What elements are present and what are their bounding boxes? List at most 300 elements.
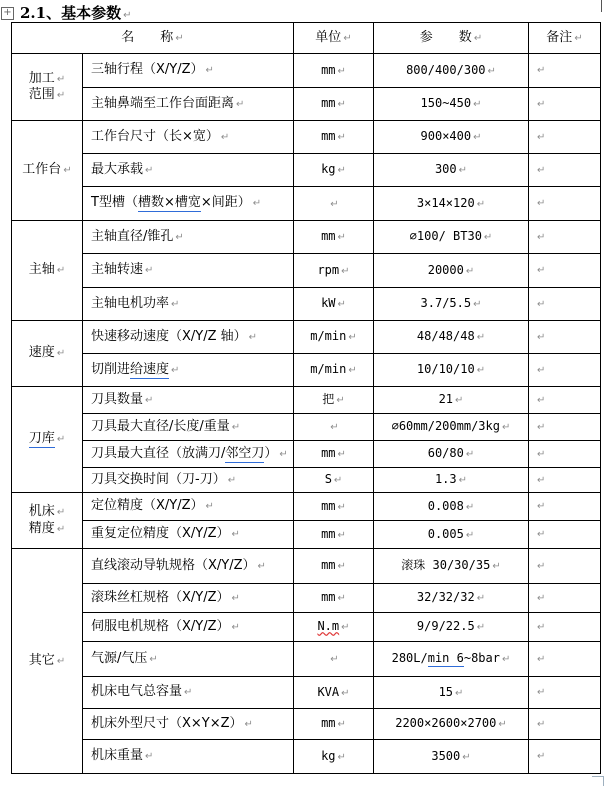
remark-cell[interactable] <box>529 441 601 468</box>
name-cell[interactable] <box>83 354 294 387</box>
param-cell[interactable] <box>374 88 529 121</box>
name-cell[interactable] <box>83 387 294 414</box>
paragraph-mark: ↵ <box>337 751 346 763</box>
paragraph-mark: ↵ <box>483 232 493 244</box>
unit-cell[interactable] <box>294 88 374 121</box>
paragraph-mark: ↵ <box>56 507 66 519</box>
param-cell[interactable] <box>374 54 529 88</box>
cell-text: 速度 <box>28 345 55 361</box>
section-title[interactable] <box>20 2 132 23</box>
table-row <box>12 677 601 709</box>
paragraph-mark: ↵ <box>498 719 507 731</box>
page-boundary-corner-mark <box>592 776 604 786</box>
group-cell[interactable] <box>12 54 83 121</box>
param-cell[interactable] <box>374 154 529 187</box>
group-label-line <box>12 262 82 278</box>
paragraph-mark: ↵ <box>337 529 346 541</box>
param-cell[interactable] <box>374 288 529 321</box>
remark-cell[interactable] <box>529 414 601 441</box>
cell-text: 刀具最大直径/长度/重量 <box>91 418 230 434</box>
name-cell[interactable] <box>83 321 294 354</box>
cell-text: 机床重量 <box>91 748 144 764</box>
cell-text: 气源/气压 <box>91 650 148 666</box>
remark-cell[interactable] <box>529 493 601 521</box>
section-title-text: 2.1、基本参数 <box>20 4 122 22</box>
cell-text: 主轴转速 <box>91 262 144 278</box>
paragraph-mark: ↵ <box>537 131 546 143</box>
unit-cell[interactable] <box>294 584 374 613</box>
paragraph-mark: ↵ <box>231 421 241 433</box>
header-name-cell[interactable] <box>12 23 294 54</box>
paragraph-mark: ↵ <box>476 332 486 344</box>
header-row <box>12 23 601 54</box>
remark-cell[interactable] <box>529 549 601 584</box>
name-cell[interactable] <box>83 468 294 493</box>
remark-cell[interactable] <box>529 154 601 187</box>
table-row <box>12 613 601 642</box>
param-cell[interactable] <box>374 642 529 677</box>
cell-text: 把 <box>322 392 335 407</box>
group-cell[interactable] <box>12 549 83 774</box>
cell-text: min 6 <box>427 651 464 666</box>
cell-text: kg <box>321 748 336 763</box>
cell-text: 伺服电机规格（X/Y/Z） <box>91 618 230 634</box>
name-cell[interactable] <box>83 187 294 221</box>
param-cell[interactable] <box>374 549 529 584</box>
paragraph-mark: ↵ <box>330 198 339 210</box>
group-label-line <box>12 71 82 87</box>
group-label-line <box>12 431 82 447</box>
name-cell[interactable] <box>83 677 294 709</box>
cell-text: N.m <box>317 619 340 634</box>
paragraph-mark: ↵ <box>63 165 72 177</box>
cell-text: ∅60mm/200mm/3kg <box>391 419 500 434</box>
table-row <box>12 468 601 493</box>
paragraph-mark: ↵ <box>476 593 486 605</box>
paragraph-mark: ↵ <box>145 394 154 406</box>
paragraph-mark: ↵ <box>248 331 258 343</box>
name-cell[interactable] <box>83 221 294 254</box>
paragraph-mark: ↵ <box>473 299 482 311</box>
cell-text: 参 数 <box>419 29 472 45</box>
paragraph-mark: ↵ <box>205 65 214 77</box>
cell-text: 9/9/22.5 <box>416 619 475 634</box>
cell-text: kg <box>321 162 336 177</box>
param-cell[interactable] <box>374 493 529 521</box>
paragraph-mark: ↵ <box>537 751 546 763</box>
param-cell[interactable] <box>374 521 529 549</box>
remark-cell[interactable] <box>529 387 601 414</box>
paragraph-mark: ↵ <box>56 655 66 667</box>
page-boundary-line <box>601 0 602 12</box>
paragraph-mark: ↵ <box>337 501 346 513</box>
paragraph-mark: ↵ <box>458 475 468 487</box>
cell-text: 刀具最大直径（放满刀/ <box>91 445 226 461</box>
cell-text: 0.008 <box>427 498 464 513</box>
remark-cell[interactable] <box>529 468 601 493</box>
cell-text: 主轴鼻端至工作台面距离 <box>91 95 235 111</box>
cell-text: ） <box>264 445 278 461</box>
param-cell[interactable] <box>374 740 529 774</box>
paragraph-mark: ↵ <box>175 32 184 44</box>
remark-cell[interactable] <box>529 221 601 254</box>
remark-cell[interactable] <box>529 584 601 613</box>
unit-cell[interactable] <box>294 521 374 549</box>
table-row <box>12 187 601 221</box>
cell-text: 定位精度（X/Y/Z） <box>91 498 204 514</box>
unit-cell[interactable] <box>294 54 374 88</box>
paragraph-mark: ↵ <box>348 365 357 377</box>
cell-text: 48/48/48 <box>416 329 475 344</box>
cell-text: 精度 <box>28 520 55 536</box>
paragraph-mark: ↵ <box>184 687 193 699</box>
unit-cell[interactable] <box>294 221 374 254</box>
cell-text: mm <box>321 716 336 731</box>
cell-text: mm <box>321 62 336 77</box>
cell-text: 300 <box>434 162 457 177</box>
name-cell[interactable] <box>83 584 294 613</box>
remark-cell[interactable] <box>529 54 601 88</box>
remark-cell[interactable] <box>529 321 601 354</box>
paragraph-mark: ↵ <box>537 560 546 572</box>
unit-cell[interactable] <box>294 187 374 221</box>
paragraph-mark: ↵ <box>236 98 245 110</box>
paragraph-mark: ↵ <box>175 231 184 243</box>
cell-text: 2200×2600×2700 <box>395 716 497 731</box>
cell-text: 刀具交换时间（刀-刀） <box>91 471 226 487</box>
table-row <box>12 387 601 414</box>
paragraph-mark: ↵ <box>231 529 240 541</box>
cell-text: rpm <box>317 262 340 277</box>
unit-cell[interactable] <box>294 121 374 154</box>
cell-text: 单位 <box>315 29 342 45</box>
unit-cell[interactable] <box>294 387 374 414</box>
table-row <box>12 441 601 468</box>
cell-text: 刀具数量 <box>91 391 144 407</box>
unit-cell[interactable] <box>294 468 374 493</box>
paragraph-mark: ↵ <box>537 529 546 541</box>
cell-text: m/min <box>310 362 347 377</box>
cell-text: 机床 <box>28 504 55 520</box>
paragraph-mark: ↵ <box>537 231 546 243</box>
param-cell[interactable] <box>374 414 529 441</box>
cell-text: 20000 <box>427 262 464 277</box>
remark-cell[interactable] <box>529 288 601 321</box>
name-cell[interactable] <box>83 88 294 121</box>
paragraph-mark: ↵ <box>171 364 180 376</box>
cell-text: 机床电气总容量 <box>91 684 183 700</box>
unit-cell[interactable] <box>294 254 374 288</box>
cell-text: 3500 <box>431 748 461 763</box>
paragraph-mark: ↵ <box>171 298 180 310</box>
param-cell[interactable] <box>374 387 529 414</box>
table-row <box>12 88 601 121</box>
name-cell[interactable] <box>83 414 294 441</box>
paragraph-mark: ↵ <box>337 99 346 111</box>
cell-text: kW <box>321 296 336 311</box>
table-row <box>12 154 601 187</box>
unit-cell[interactable] <box>294 642 374 677</box>
cell-text: 主轴电机功率 <box>91 295 170 311</box>
paragraph-mark: ↵ <box>227 474 237 486</box>
paragraph-mark: ↵ <box>56 348 66 360</box>
paragraph-mark: ↵ <box>56 434 66 446</box>
paragraph-mark: ↵ <box>473 99 482 111</box>
remark-cell[interactable] <box>529 88 601 121</box>
paragraph-mark: ↵ <box>537 265 546 277</box>
paragraph-mark: ↵ <box>465 449 475 461</box>
header-param-cell[interactable] <box>374 23 529 54</box>
group-cell[interactable] <box>12 121 83 221</box>
name-cell[interactable] <box>83 549 294 584</box>
paragraph-mark: ↵ <box>337 65 346 77</box>
cell-text: ×间距） <box>200 195 251 211</box>
cell-text: 滚珠 30/30/35 <box>401 558 491 573</box>
cell-text: mm <box>321 526 336 541</box>
paragraph-mark: ↵ <box>252 198 262 210</box>
paragraph-mark: ↵ <box>487 65 496 77</box>
param-cell[interactable] <box>374 613 529 642</box>
paragraph-mark: ↵ <box>537 364 546 376</box>
table-row <box>12 414 601 441</box>
paragraph-mark: ↵ <box>537 592 546 604</box>
paragraph-mark: ↵ <box>537 653 546 665</box>
cell-text: mm <box>321 229 336 244</box>
cell-text: 工作台 <box>22 162 62 178</box>
name-cell[interactable] <box>83 54 294 88</box>
param-cell[interactable] <box>374 468 529 493</box>
cell-text: 主轴直径/锥孔 <box>91 228 174 244</box>
remark-cell[interactable] <box>529 613 601 642</box>
group-label-line <box>12 504 82 520</box>
param-cell[interactable] <box>374 321 529 354</box>
group-label-line <box>12 87 82 103</box>
unit-cell[interactable] <box>294 154 374 187</box>
remark-cell[interactable] <box>529 354 601 387</box>
remark-cell[interactable] <box>529 642 601 677</box>
header-unit-cell[interactable] <box>294 23 374 54</box>
name-cell[interactable] <box>83 288 294 321</box>
cell-text: 刀库 <box>28 431 55 447</box>
paragraph-mark: ↵ <box>337 299 346 311</box>
paragraph-mark: ↵ <box>455 395 464 407</box>
cell-text: 快速移动速度（X/Y/Z 轴） <box>91 328 247 344</box>
remark-cell[interactable] <box>529 121 601 154</box>
group-cell[interactable] <box>12 321 83 387</box>
group-cell[interactable] <box>12 387 83 493</box>
param-cell[interactable] <box>374 187 529 221</box>
cell-text: 900×400 <box>420 129 472 144</box>
group-cell[interactable] <box>12 493 83 549</box>
unit-cell[interactable] <box>294 493 374 521</box>
paragraph-mark: ↵ <box>231 592 240 604</box>
table-row <box>12 121 601 154</box>
paragraph-mark: ↵ <box>537 331 546 343</box>
cell-text: S <box>324 472 332 487</box>
cell-text: 3×14×120 <box>416 195 475 210</box>
param-cell[interactable] <box>374 354 529 387</box>
paragraph-mark: ↵ <box>537 448 546 460</box>
cell-text: 280L/ <box>391 651 428 666</box>
paragraph-mark: ↵ <box>537 501 546 513</box>
cell-text: 名 称 <box>121 29 174 45</box>
name-cell[interactable] <box>83 493 294 521</box>
paragraph-mark: ↵ <box>476 622 486 634</box>
name-cell[interactable] <box>83 709 294 740</box>
cell-text: 150~450 <box>420 96 472 111</box>
cell-text: T型槽（ <box>91 195 138 211</box>
paragraph-mark: ↵ <box>220 131 230 143</box>
paragraph-mark: ↵ <box>257 560 266 572</box>
name-cell[interactable] <box>83 740 294 774</box>
cell-text: ∅100/ BT30 <box>409 229 482 244</box>
cell-text: 切削进 <box>91 361 131 377</box>
paragraph-mark: ↵ <box>341 687 350 699</box>
paragraph-mark: ↵ <box>343 32 352 44</box>
cell-text: 21 <box>438 392 454 407</box>
paragraph-mark: ↵ <box>337 132 346 144</box>
paragraph-mark: ↵ <box>56 523 66 535</box>
paragraph-mark: ↵ <box>537 421 546 433</box>
unit-cell[interactable] <box>294 549 374 584</box>
remark-cell[interactable] <box>529 709 601 740</box>
paragraph-mark: ↵ <box>145 164 154 176</box>
paragraph-mark: ↵ <box>333 475 343 487</box>
cell-text: ~8bar <box>463 651 500 666</box>
name-cell[interactable] <box>83 154 294 187</box>
paragraph-mark: ↵ <box>341 265 350 277</box>
paragraph-mark: ↵ <box>537 164 546 176</box>
paragraph-mark: ↵ <box>56 90 66 101</box>
paragraph-mark: ↵ <box>336 395 345 407</box>
paragraph-mark: ↵ <box>462 751 471 763</box>
table-move-handle-icon[interactable]: + <box>1 7 14 20</box>
param-cell[interactable] <box>374 441 529 468</box>
unit-cell[interactable] <box>294 321 374 354</box>
paragraph-mark: ↵ <box>149 653 158 665</box>
unit-cell[interactable] <box>294 677 374 709</box>
param-cell[interactable] <box>374 121 529 154</box>
cell-text: KVA <box>317 684 340 699</box>
cell-text: 800/400/300 <box>406 62 486 77</box>
name-cell[interactable] <box>83 613 294 642</box>
table-row <box>12 321 601 354</box>
param-cell[interactable] <box>374 677 529 709</box>
cell-text: mm <box>321 96 336 111</box>
header-remark-cell[interactable] <box>529 23 601 54</box>
paragraph-mark: ↵ <box>337 593 346 605</box>
paragraph-mark: ↵ <box>473 132 482 144</box>
unit-cell[interactable] <box>294 288 374 321</box>
unit-cell[interactable] <box>294 613 374 642</box>
paragraph-mark: ↵ <box>473 32 483 44</box>
paragraph-mark: ↵ <box>330 422 339 434</box>
cell-text: mm <box>321 498 336 513</box>
param-cell[interactable] <box>374 221 529 254</box>
paragraph-mark: ↵ <box>56 73 66 85</box>
cell-text: mm <box>321 558 336 573</box>
param-cell[interactable] <box>374 584 529 613</box>
cell-text: 三轴行程（X/Y/Z） <box>91 62 204 78</box>
table-row <box>12 254 601 288</box>
cell-text: 60/80 <box>427 446 464 461</box>
paragraph-mark: ↵ <box>501 654 511 666</box>
paragraph-mark: ↵ <box>337 449 346 461</box>
remark-cell[interactable] <box>529 254 601 288</box>
paragraph-mark: ↵ <box>205 501 214 513</box>
name-cell[interactable] <box>83 254 294 288</box>
paragraph-mark: ↵ <box>537 687 546 699</box>
param-cell[interactable] <box>374 254 529 288</box>
name-cell[interactable] <box>83 441 294 468</box>
cell-text: 32/32/32 <box>416 590 475 605</box>
group-cell[interactable] <box>12 221 83 321</box>
paragraph-mark: ↵ <box>279 448 288 460</box>
cell-text: 加工 <box>28 70 55 86</box>
name-cell[interactable] <box>83 521 294 549</box>
paragraph-mark: ↵ <box>56 265 66 277</box>
cell-text: 机床外型尺寸（X×Y×Z） <box>91 715 243 731</box>
paragraph-mark: ↵ <box>337 719 346 731</box>
parameters-table <box>11 22 601 774</box>
paragraph-mark: ↵ <box>465 265 475 277</box>
table-row <box>12 288 601 321</box>
remark-cell[interactable] <box>529 677 601 709</box>
table-row <box>12 709 601 740</box>
table-row <box>12 740 601 774</box>
cell-text: 给速度 <box>130 361 170 377</box>
paragraph-mark: ↵ <box>337 165 346 177</box>
cell-text: 15 <box>438 684 454 699</box>
group-label-line <box>12 653 82 669</box>
name-cell[interactable] <box>83 642 294 677</box>
remark-cell[interactable] <box>529 187 601 221</box>
group-label-line <box>12 162 82 178</box>
unit-cell[interactable] <box>294 354 374 387</box>
paragraph-mark: ↵ <box>337 561 346 573</box>
remark-cell[interactable] <box>529 740 601 774</box>
paragraph-mark: ↵ <box>465 529 475 541</box>
cell-text: 其它 <box>28 652 55 668</box>
cell-text: 0.005 <box>427 526 464 541</box>
paragraph-mark: ↵ <box>458 165 468 177</box>
unit-cell[interactable] <box>294 709 374 740</box>
unit-cell[interactable] <box>294 441 374 468</box>
param-cell[interactable] <box>374 709 529 740</box>
cell-text: 备注 <box>546 29 573 45</box>
paragraph-mark: ↵ <box>145 265 154 277</box>
paragraph-mark: ↵ <box>537 718 546 730</box>
paragraph-mark: ↵ <box>231 621 240 633</box>
paragraph-mark: ↵ <box>123 10 132 21</box>
paragraph-mark: ↵ <box>455 687 464 699</box>
table-row <box>12 54 601 88</box>
cell-text: 工作台尺寸（长×宽） <box>91 128 219 144</box>
paragraph-mark: ↵ <box>537 65 546 77</box>
cell-text: 10/10/10 <box>416 362 475 377</box>
cell-text: 1.3 <box>434 472 457 487</box>
table-row <box>12 549 601 584</box>
unit-cell[interactable] <box>294 740 374 774</box>
paragraph-mark: ↵ <box>337 232 346 244</box>
paragraph-mark: ↵ <box>537 621 546 633</box>
remark-cell[interactable] <box>529 521 601 549</box>
name-cell[interactable] <box>83 121 294 154</box>
paragraph-mark: ↵ <box>341 622 350 634</box>
cell-text: 3.7/5.5 <box>420 296 472 311</box>
cell-text: 范围 <box>28 87 55 102</box>
unit-cell[interactable] <box>294 414 374 441</box>
